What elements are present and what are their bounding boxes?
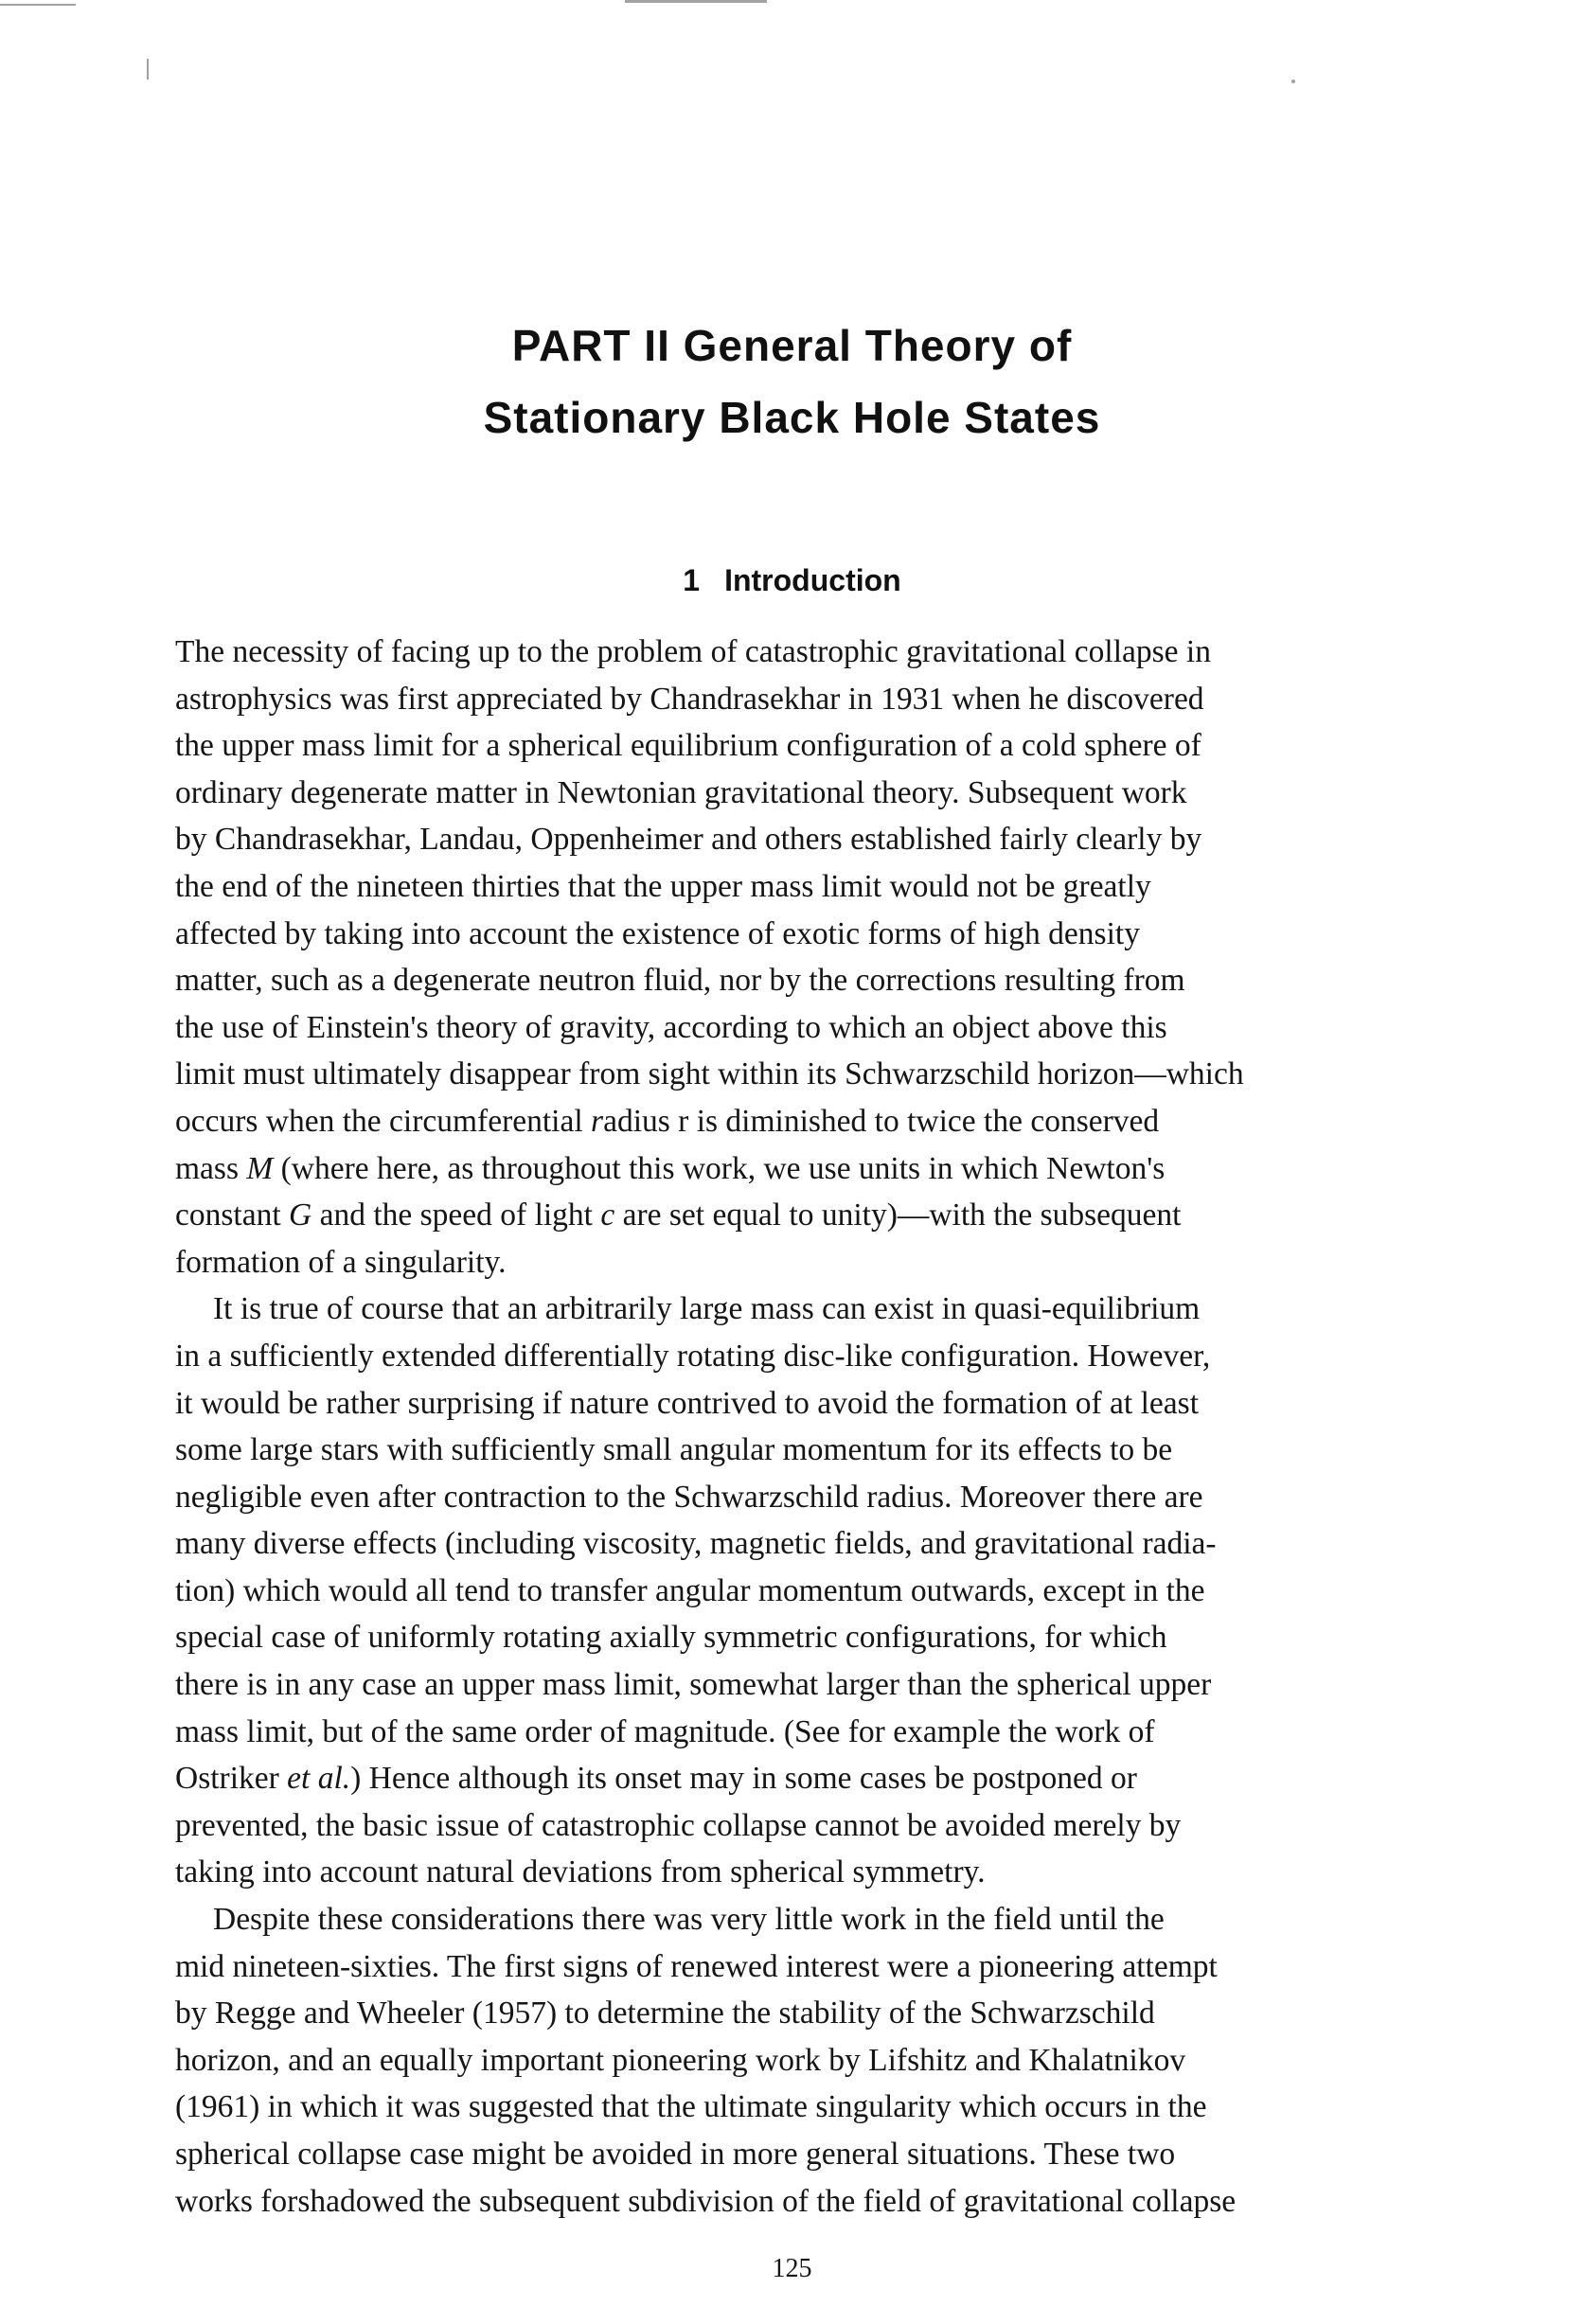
text-line: the end of the nineteen thirties that the upper mass limit would not be greatly [175,868,1151,904]
part-title [0,310,1584,453]
text-line: constant G and the speed of light c are set equal to unity)—with the subsequent [175,1197,1182,1233]
text-line: there is in any case an upper mass limit, somewhat larger than the spherical upper [175,1667,1212,1703]
part-title-line-2: Stationary Black Hole States [483,392,1101,442]
text-line: (1961) in which it was suggested that the ultimate singularity which occurs in the [175,2089,1207,2125]
scan-artifact [0,4,76,6]
text-line: Despite these considerations there was very little work in the field until the [213,1902,1165,1938]
text-line: horizon, and an equally important pioneering work by Lifshitz and Khalatnikov [175,2042,1186,2078]
text-line: formation of a singularity. [175,1244,507,1280]
text-line: special case of uniformly rotating axially symmetric configurations, for which [175,1620,1167,1656]
text-line: occurs when the circumferential radius r is diminished to twice the conserved [175,1103,1160,1139]
text-line: mid nineteen-sixties. The first signs of renewed interest were a pioneering attempt [175,1948,1218,1984]
text-line: ordinary degenerate matter in Newtonian gravitational theory. Subsequent work [175,774,1187,810]
text-line: prevented, the basic issue of catastrophic collapse cannot be avoided merely by [175,1807,1182,1843]
text-line: works forshadowed the subsequent subdivision of the field of gravitational collapse [175,2183,1237,2219]
text-line: tion) which would all tend to transfer angular momentum outwards, except in the [175,1572,1205,1608]
text-line: many diverse effects (including viscosity, magnetic fields, and gravitational radia- [175,1526,1217,1562]
scan-artifact [625,0,767,3]
paragraph-2 [175,1286,1501,1896]
text-line: some large stars with sufficiently small angular momentum for its effects to be [175,1432,1173,1468]
text-line: the upper mass limit for a spherical equilibrium configuration of a cold sphere of [175,728,1201,764]
paragraph-1 [175,629,1501,1286]
text-line: It is true of course that an arbitrarily large mass can exist in quasi-equilibrium [213,1291,1201,1327]
text-line: the use of Einstein's theory of gravity, according to which an object above this [175,1009,1167,1045]
text-line: affected by taking into account the existence of exotic forms of high density [175,915,1140,951]
text-line: it would be rather surprising if nature contrived to avoid the formation of at least [175,1385,1199,1421]
section-title: Introduction [724,562,901,597]
section-heading [0,561,1584,599]
text-line: astrophysics was first appreciated by Chandrasekhar in 1931 when he discovered [175,681,1204,717]
text-line: mass limit, but of the same order of magnitude. (See for example the work of [175,1713,1155,1749]
text-line: spherical collapse case might be avoided in more general situations. These two [175,2137,1176,2172]
body-text [175,629,1501,2225]
part-title-line-1: PART II General Theory of [511,320,1073,370]
paragraph-3 [175,1896,1501,2225]
scan-artifact [147,59,149,80]
text-line: taking into account natural deviations from spherical symmetry. [175,1854,986,1890]
text-line: Ostriker et al.) Hence although its onset may in some cases be postponed or [175,1761,1137,1797]
text-line: by Chandrasekhar, Landau, Oppenheimer and others established fairly clearly by [175,822,1202,858]
scan-artifact [1291,80,1295,83]
text-line: limit must ultimately disappear from sight within its Schwarzschild horizon—which [175,1056,1244,1092]
section-number: 1 [683,562,701,597]
text-line: negligible even after contraction to the Schwarzschild radius. Moreover there are [175,1479,1203,1515]
text-line: The necessity of facing up to the problem of catastrophic gravitational collapse in [175,634,1211,669]
page-number: 125 [772,2254,812,2283]
text-line: matter, such as a degenerate neutron fluid, nor by the corrections resulting from [175,963,1185,999]
text-line: mass M (where here, as throughout this work, we use units in which Newton's [175,1150,1166,1186]
text-line: in a sufficiently extended differentially rotating disc-like configuration. However, [175,1338,1211,1374]
text-line: by Regge and Wheeler (1957) to determine the stability of the Schwarzschild [175,1996,1155,2031]
